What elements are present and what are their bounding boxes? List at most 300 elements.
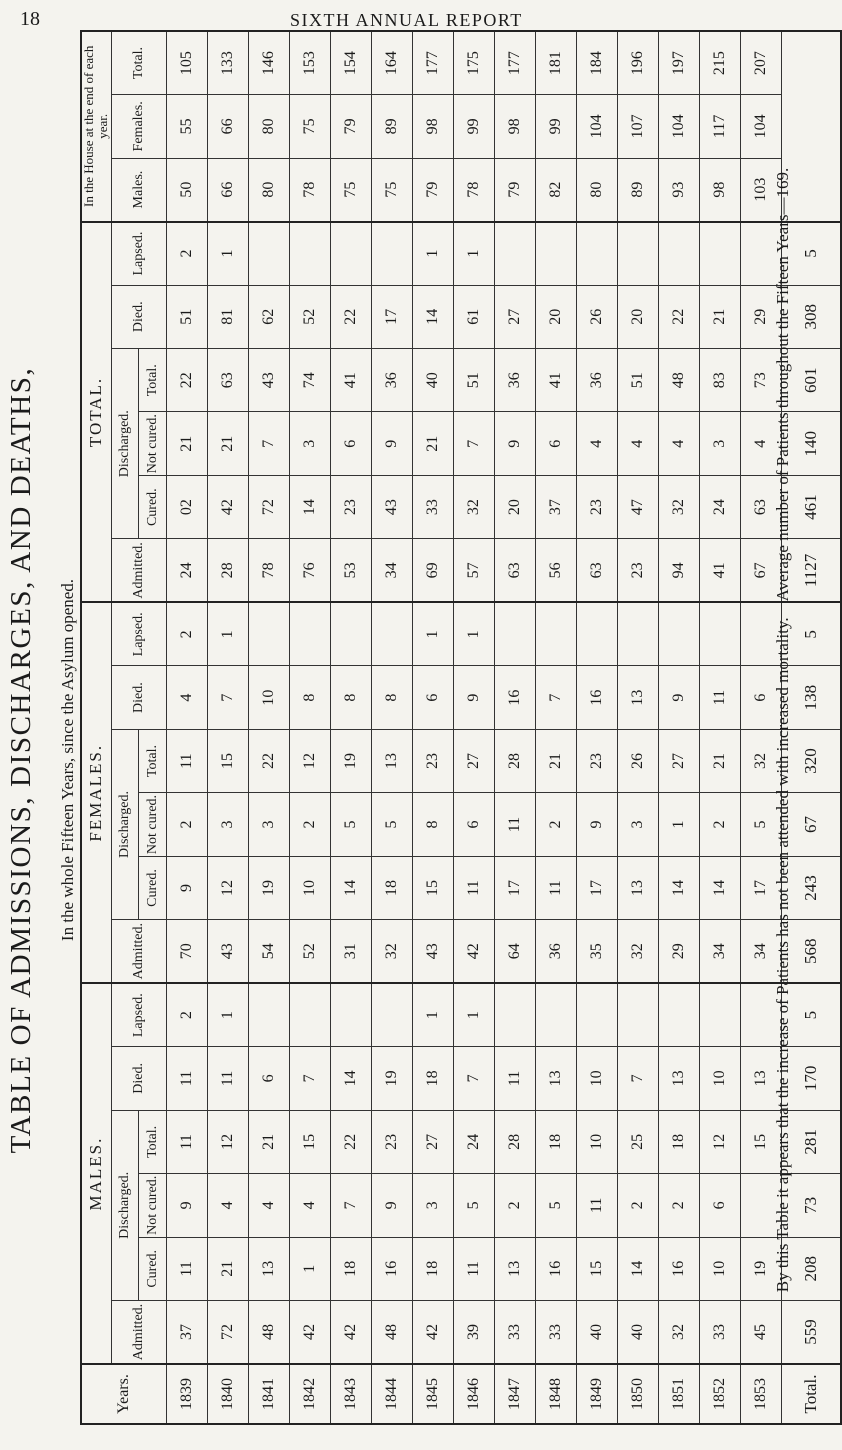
females-cured-cell: 17: [576, 856, 617, 919]
males-lapsed-total-cell: 5: [781, 983, 841, 1046]
males-admitted-cell: 48: [371, 1301, 412, 1364]
total-admitted-cell: 69: [412, 539, 453, 602]
females-total-total-cell: 320: [781, 729, 841, 792]
total-total-total-cell: 601: [781, 349, 841, 412]
females-total-cell: 28: [494, 729, 535, 792]
males-admitted-cell: 39: [453, 1301, 494, 1364]
females-admitted-cell: 42: [453, 920, 494, 983]
females-died-cell: 4: [166, 666, 207, 729]
females-lapsed-cell: 1: [412, 602, 453, 665]
total-died-cell: 26: [576, 285, 617, 348]
year-cell: 1844: [371, 1364, 412, 1424]
females-admitted-header: Admitted.: [111, 920, 166, 983]
in-house-females-cell: 75: [289, 95, 330, 158]
total-not-cured-cell: 7: [248, 412, 289, 475]
females-admitted-cell: 32: [617, 920, 658, 983]
females-not-cured-cell: 2: [699, 793, 740, 856]
total-lapsed-cell: [330, 222, 371, 285]
females-lapsed-cell: [535, 602, 576, 665]
males-total-cell: 25: [617, 1110, 658, 1173]
total-total-cell: 63: [207, 349, 248, 412]
in-house-females-cell: 79: [330, 95, 371, 158]
total-lapsed-cell: 1: [207, 222, 248, 285]
in-house-males-cell: 50: [166, 158, 207, 221]
males-not-cured-cell: 11: [576, 1174, 617, 1237]
table-title: TABLE OF ADMISSIONS, DISCHARGES, AND DEATHS,: [5, 366, 37, 1154]
females-cured-cell: 17: [740, 856, 781, 919]
in-house-total-cell: 207: [740, 31, 781, 95]
in-house-total-cell: 197: [658, 31, 699, 95]
males-not-cured-cell: 5: [535, 1174, 576, 1237]
females-total-cell: 19: [330, 729, 371, 792]
females-lapsed-cell: 1: [207, 602, 248, 665]
males-died-cell: 13: [740, 1047, 781, 1110]
total-not-cured-cell: 6: [535, 412, 576, 475]
year-cell: 1848: [535, 1364, 576, 1424]
females-admitted-cell: 32: [371, 920, 412, 983]
males-cured-cell: 14: [617, 1237, 658, 1300]
year-cell: 1850: [617, 1364, 658, 1424]
in-house-females-cell: 89: [371, 95, 412, 158]
females-lapsed-cell: 1: [453, 602, 494, 665]
males-total-cell: 28: [494, 1110, 535, 1173]
males-cured-total-cell: 208: [781, 1237, 841, 1300]
total-admitted-cell: 24: [166, 539, 207, 602]
in-house-females-cell: 55: [166, 95, 207, 158]
total-lapsed-cell: [494, 222, 535, 285]
males-cured-cell: 13: [248, 1237, 289, 1300]
females-cured-cell: 14: [699, 856, 740, 919]
females-total-cell: 26: [617, 729, 658, 792]
females-total-cell: 13: [371, 729, 412, 792]
in-house-females-cell: 99: [535, 95, 576, 158]
females-lapsed-cell: [248, 602, 289, 665]
females-admitted-cell: 35: [576, 920, 617, 983]
in-house-females-cell: 107: [617, 95, 658, 158]
females-lapsed-cell: [658, 602, 699, 665]
males-lapsed-cell: [289, 983, 330, 1046]
females-lapsed-cell: [289, 602, 330, 665]
total-not-cured-cell: 3: [699, 412, 740, 475]
in-house-total-cell: 175: [453, 31, 494, 95]
males-not-cured-cell: 9: [371, 1174, 412, 1237]
in-house-females-cell: 99: [453, 95, 494, 158]
males-cured-cell: 16: [371, 1237, 412, 1300]
in-house-total-cell: 181: [535, 31, 576, 95]
admissions-table: [80, 30, 842, 1425]
females-not-cured-header: Not cured.: [139, 793, 167, 856]
total-lapsed-cell: [699, 222, 740, 285]
total-cured-cell: 14: [289, 475, 330, 538]
total-not-cured-cell: 4: [740, 412, 781, 475]
males-cured-cell: 13: [494, 1237, 535, 1300]
females-died-cell: 10: [248, 666, 289, 729]
males-died-cell: 7: [617, 1047, 658, 1110]
females-lapsed-cell: [617, 602, 658, 665]
males-died-cell: 7: [289, 1047, 330, 1110]
in-house-total-cell: 146: [248, 31, 289, 95]
total-cured-cell: 32: [453, 475, 494, 538]
females-lapsed-cell: [371, 602, 412, 665]
total-cured-cell: 63: [740, 475, 781, 538]
total-died-cell: 20: [617, 285, 658, 348]
total-lapsed-cell: [617, 222, 658, 285]
table-row: [289, 31, 330, 1424]
in-house-total-cell: 153: [289, 31, 330, 95]
males-admitted-cell: 42: [289, 1301, 330, 1364]
table-row: [371, 31, 412, 1424]
total-total-cell: 36: [494, 349, 535, 412]
total-discharged-header: Discharged.: [111, 349, 139, 539]
total-died-cell: 27: [494, 285, 535, 348]
females-total-header: Total.: [139, 729, 167, 792]
females-not-cured-total-cell: 67: [781, 793, 841, 856]
total-lapsed-cell: [576, 222, 617, 285]
males-total-cell: 23: [371, 1110, 412, 1173]
females-cured-cell: 10: [289, 856, 330, 919]
total-died-cell: 29: [740, 285, 781, 348]
table-row: [699, 31, 740, 1424]
males-admitted-cell: 33: [535, 1301, 576, 1364]
females-total-cell: 27: [658, 729, 699, 792]
males-total-cell: 27: [412, 1110, 453, 1173]
males-admitted-cell: 40: [617, 1301, 658, 1364]
females-cured-cell: 13: [617, 856, 658, 919]
total-lapsed-cell: [658, 222, 699, 285]
total-total-cell: 48: [658, 349, 699, 412]
year-cell: 1843: [330, 1364, 371, 1424]
females-header: FEMALES.: [81, 602, 111, 983]
females-died-cell: 13: [617, 666, 658, 729]
in-house-males-cell: 80: [248, 158, 289, 221]
in-house-males-cell: 79: [412, 158, 453, 221]
total-not-cured-cell: 9: [371, 412, 412, 475]
table-row: [658, 31, 699, 1424]
total-cured-header: Cured.: [139, 475, 167, 538]
females-not-cured-cell: 5: [330, 793, 371, 856]
total-died-cell: 17: [371, 285, 412, 348]
females-died-cell: 9: [658, 666, 699, 729]
females-total-cell: 23: [576, 729, 617, 792]
males-not-cured-cell: 6: [699, 1174, 740, 1237]
females-admitted-cell: 43: [412, 920, 453, 983]
males-cured-header: Cured.: [139, 1237, 167, 1300]
females-admitted-cell: 29: [658, 920, 699, 983]
males-cured-cell: 19: [740, 1237, 781, 1300]
females-not-cured-cell: 3: [248, 793, 289, 856]
total-cured-cell: 47: [617, 475, 658, 538]
table-row: [494, 31, 535, 1424]
males-died-cell: 19: [371, 1047, 412, 1110]
total-lapsed-cell: [289, 222, 330, 285]
females-died-cell: 7: [207, 666, 248, 729]
total-cured-cell: 37: [535, 475, 576, 538]
total-not-cured-cell: 21: [207, 412, 248, 475]
males-died-cell: 11: [207, 1047, 248, 1110]
males-lapsed-header: Lapsed.: [111, 983, 166, 1046]
females-total-cell: 21: [699, 729, 740, 792]
total-died-cell: 14: [412, 285, 453, 348]
year-cell: 1842: [289, 1364, 330, 1424]
males-not-cured-total-cell: 73: [781, 1174, 841, 1237]
males-lapsed-cell: 2: [166, 983, 207, 1046]
total-cured-total-cell: 461: [781, 475, 841, 538]
total-admitted-cell: 94: [658, 539, 699, 602]
females-cured-cell: 11: [453, 856, 494, 919]
males-total-cell: 11: [166, 1110, 207, 1173]
table-row: [535, 31, 576, 1424]
males-admitted-total-cell: 559: [781, 1301, 841, 1364]
males-not-cured-cell: 2: [494, 1174, 535, 1237]
females-lapsed-cell: [576, 602, 617, 665]
total-not-cured-cell: 4: [658, 412, 699, 475]
in-house-males-cell: 66: [207, 158, 248, 221]
in-house-females-cell: 104: [576, 95, 617, 158]
total-header: TOTAL.: [81, 222, 111, 603]
males-header: MALES.: [81, 983, 111, 1364]
females-lapsed-cell: [330, 602, 371, 665]
females-admitted-cell: 34: [699, 920, 740, 983]
total-total-cell: 51: [617, 349, 658, 412]
in-house-males-cell: 103: [740, 158, 781, 221]
in-house-males-header: Males.: [111, 158, 166, 221]
females-not-cured-cell: 9: [576, 793, 617, 856]
total-admitted-cell: 28: [207, 539, 248, 602]
total-died-total-cell: 308: [781, 285, 841, 348]
footnote-average: Average number of Patients throughout the Fifteen Years—: [773, 197, 792, 602]
total-total-cell: 41: [330, 349, 371, 412]
females-died-cell: 8: [289, 666, 330, 729]
females-cured-total-cell: 243: [781, 856, 841, 919]
footnote-text: By this Table it appears that the increase of Patients has not been attended with increased mortality.: [773, 617, 792, 1293]
total-lapsed-total-cell: 5: [781, 222, 841, 285]
females-not-cured-cell: 5: [371, 793, 412, 856]
males-lapsed-cell: 1: [207, 983, 248, 1046]
year-cell: 1847: [494, 1364, 535, 1424]
in-house-males-cell: 75: [330, 158, 371, 221]
males-admitted-header: Admitted.: [111, 1301, 166, 1364]
females-not-cured-cell: 2: [535, 793, 576, 856]
males-admitted-cell: 40: [576, 1301, 617, 1364]
males-lapsed-cell: [576, 983, 617, 1046]
females-not-cured-cell: 11: [494, 793, 535, 856]
in-house-females-cell: 98: [412, 95, 453, 158]
males-died-cell: 14: [330, 1047, 371, 1110]
females-lapsed-cell: 2: [166, 602, 207, 665]
females-cured-cell: 15: [412, 856, 453, 919]
total-died-cell: 61: [453, 285, 494, 348]
total-died-cell: 22: [658, 285, 699, 348]
males-not-cured-cell: 2: [658, 1174, 699, 1237]
total-admitted-cell: 63: [494, 539, 535, 602]
total-died-header: Died.: [111, 285, 166, 348]
total-not-cured-total-cell: 140: [781, 412, 841, 475]
females-cured-cell: 18: [371, 856, 412, 919]
total-admitted-header: Admitted.: [111, 539, 166, 602]
males-not-cured-cell: 5: [453, 1174, 494, 1237]
males-not-cured-cell: 3: [412, 1174, 453, 1237]
males-cured-cell: 1: [289, 1237, 330, 1300]
table-row: [248, 31, 289, 1424]
total-cured-cell: 24: [699, 475, 740, 538]
males-not-cured-cell: 4: [289, 1174, 330, 1237]
males-cured-cell: 11: [166, 1237, 207, 1300]
females-total-cell: 12: [289, 729, 330, 792]
males-died-header: Died.: [111, 1047, 166, 1110]
in-house-males-cell: 98: [699, 158, 740, 221]
page-number: 18: [20, 8, 40, 30]
total-admitted-cell: 23: [617, 539, 658, 602]
males-cured-cell: 18: [412, 1237, 453, 1300]
total-died-cell: 51: [166, 285, 207, 348]
in-house-header: In the House at the end of each year.: [81, 31, 111, 222]
in-house-total-cell: 184: [576, 31, 617, 95]
total-admitted-cell: 57: [453, 539, 494, 602]
year-cell: 1851: [658, 1364, 699, 1424]
males-discharged-header: Discharged.: [111, 1110, 139, 1300]
males-lapsed-cell: [658, 983, 699, 1046]
females-total-cell: 32: [740, 729, 781, 792]
females-total-cell: 23: [412, 729, 453, 792]
total-cured-cell: 72: [248, 475, 289, 538]
total-total-cell: 73: [740, 349, 781, 412]
year-cell: 1840: [207, 1364, 248, 1424]
table-footnote: [773, 10, 793, 1450]
males-not-cured-cell: 4: [207, 1174, 248, 1237]
total-admitted-total-cell: 1127: [781, 539, 841, 602]
females-admitted-cell: 64: [494, 920, 535, 983]
total-not-cured-cell: 21: [166, 412, 207, 475]
in-house-total-cell: 177: [494, 31, 535, 95]
in-house-males-cell: 78: [289, 158, 330, 221]
females-not-cured-cell: 5: [740, 793, 781, 856]
males-not-cured-cell: 9: [166, 1174, 207, 1237]
table-row: [453, 31, 494, 1424]
males-admitted-cell: 48: [248, 1301, 289, 1364]
year-cell: 1839: [166, 1364, 207, 1424]
females-cured-cell: 19: [248, 856, 289, 919]
total-admitted-cell: 67: [740, 539, 781, 602]
females-died-header: Died.: [111, 666, 166, 729]
table-subtitle: In the whole Fifteen Years, since the Asylum opened.: [58, 578, 77, 942]
males-lapsed-cell: [699, 983, 740, 1046]
total-admitted-cell: 53: [330, 539, 371, 602]
total-total-cell: 22: [166, 349, 207, 412]
total-not-cured-cell: 21: [412, 412, 453, 475]
males-lapsed-cell: [248, 983, 289, 1046]
females-cured-header: Cured.: [139, 856, 167, 919]
males-total-cell: 12: [207, 1110, 248, 1173]
in-house-males-cell: 82: [535, 158, 576, 221]
males-died-cell: 10: [576, 1047, 617, 1110]
females-not-cured-cell: 3: [207, 793, 248, 856]
males-lapsed-cell: [494, 983, 535, 1046]
total-cured-cell: 02: [166, 475, 207, 538]
total-lapsed-header: Lapsed.: [111, 222, 166, 285]
males-total-cell: 12: [699, 1110, 740, 1173]
total-lapsed-cell: 2: [166, 222, 207, 285]
total-admitted-cell: 63: [576, 539, 617, 602]
females-died-total-cell: 138: [781, 666, 841, 729]
year-cell: 1853: [740, 1364, 781, 1424]
in-house-females-cell: 80: [248, 95, 289, 158]
males-total-cell: 10: [576, 1110, 617, 1173]
males-admitted-cell: 42: [330, 1301, 371, 1364]
in-house-total-cell: 133: [207, 31, 248, 95]
total-not-cured-cell: 4: [576, 412, 617, 475]
females-cured-cell: 9: [166, 856, 207, 919]
males-total-cell: 18: [658, 1110, 699, 1173]
in-house-males-cell: 93: [658, 158, 699, 221]
total-lapsed-cell: 1: [412, 222, 453, 285]
females-discharged-header: Discharged.: [111, 729, 139, 919]
females-not-cured-cell: 6: [453, 793, 494, 856]
total-total-cell: 41: [535, 349, 576, 412]
females-total-cell: 21: [535, 729, 576, 792]
males-cured-cell: 16: [658, 1237, 699, 1300]
total-died-cell: 62: [248, 285, 289, 348]
total-admitted-cell: 56: [535, 539, 576, 602]
in-house-males-cell: 89: [617, 158, 658, 221]
females-total-cell: 22: [248, 729, 289, 792]
in-house-total-cell: 196: [617, 31, 658, 95]
total-died-cell: 52: [289, 285, 330, 348]
total-not-cured-cell: 7: [453, 412, 494, 475]
females-total-cell: 11: [166, 729, 207, 792]
year-cell: 1841: [248, 1364, 289, 1424]
in-house-females-cell: 66: [207, 95, 248, 158]
females-died-cell: 16: [494, 666, 535, 729]
females-cured-cell: 14: [330, 856, 371, 919]
males-total-cell: 15: [740, 1110, 781, 1173]
table-row: [412, 31, 453, 1424]
in-house-total-cell: 164: [371, 31, 412, 95]
males-died-cell: 6: [248, 1047, 289, 1110]
males-died-cell: 11: [494, 1047, 535, 1110]
males-total-cell: 24: [453, 1110, 494, 1173]
total-admitted-cell: 78: [248, 539, 289, 602]
table-row: [576, 31, 617, 1424]
males-died-cell: 18: [412, 1047, 453, 1110]
in-house-total-cell: 215: [699, 31, 740, 95]
total-total-cell: 36: [371, 349, 412, 412]
females-died-cell: 16: [576, 666, 617, 729]
males-not-cured-cell: 7: [330, 1174, 371, 1237]
total-cured-cell: 33: [412, 475, 453, 538]
total-cured-cell: 23: [576, 475, 617, 538]
males-admitted-cell: 37: [166, 1301, 207, 1364]
total-lapsed-cell: [248, 222, 289, 285]
total-total-cell: 43: [248, 349, 289, 412]
females-admitted-cell: 70: [166, 920, 207, 983]
total-died-cell: 20: [535, 285, 576, 348]
total-not-cured-cell: 3: [289, 412, 330, 475]
total-total-cell: 51: [453, 349, 494, 412]
males-cured-cell: 11: [453, 1237, 494, 1300]
females-total-cell: 27: [453, 729, 494, 792]
year-cell: 1849: [576, 1364, 617, 1424]
total-cured-cell: 43: [371, 475, 412, 538]
males-total-cell: 15: [289, 1110, 330, 1173]
in-house-females-cell: 104: [658, 95, 699, 158]
in-house-females-cell: 104: [740, 95, 781, 158]
total-lapsed-cell: [535, 222, 576, 285]
females-not-cured-cell: 2: [289, 793, 330, 856]
males-died-cell: 13: [535, 1047, 576, 1110]
table-row: [166, 31, 207, 1424]
males-cured-cell: 21: [207, 1237, 248, 1300]
females-lapsed-header: Lapsed.: [111, 602, 166, 665]
